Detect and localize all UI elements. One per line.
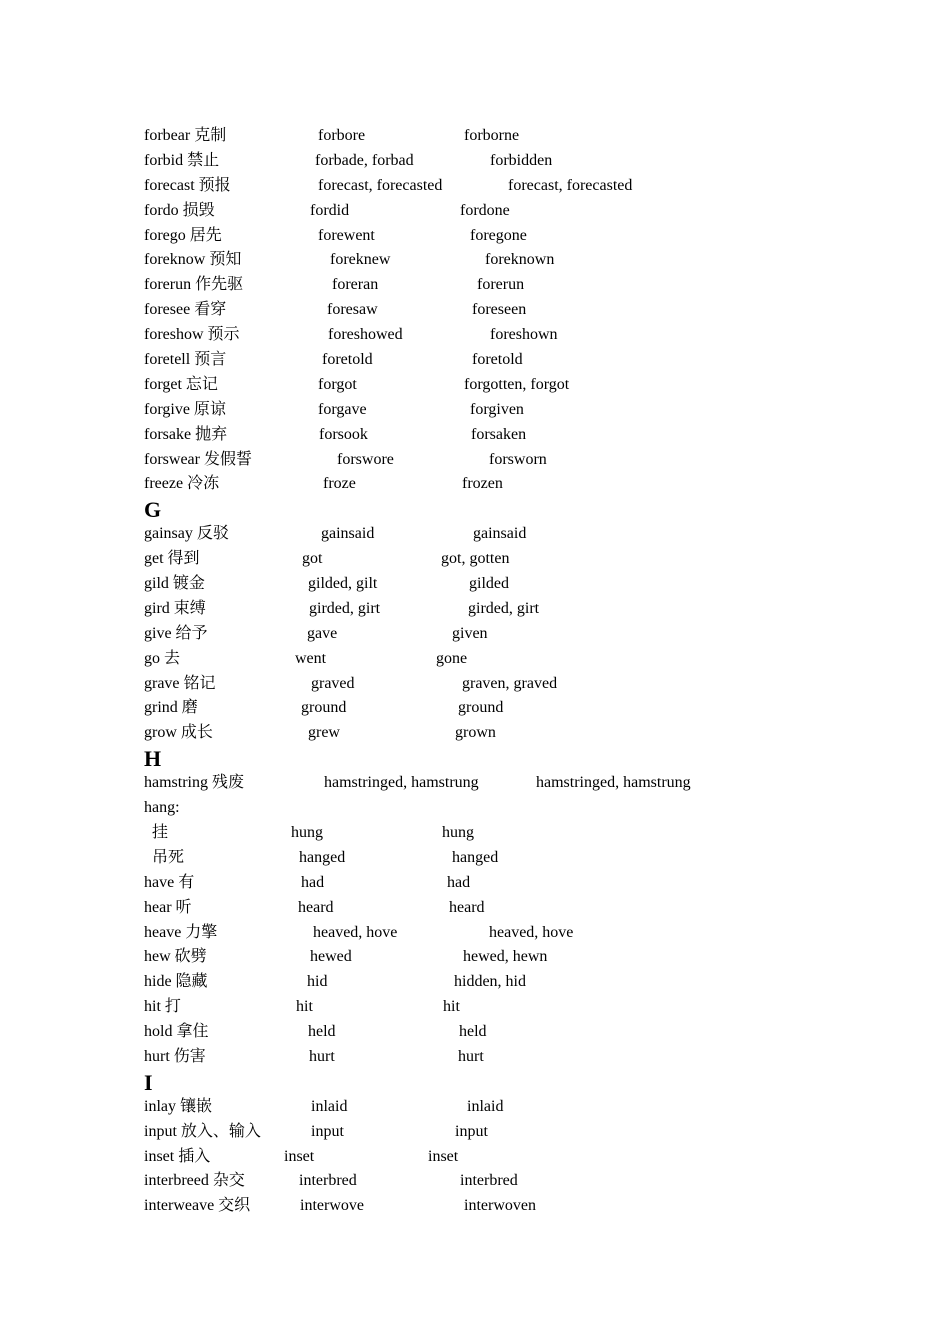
past-tense: interbred (299, 1172, 357, 1190)
verb-row (144, 348, 844, 373)
past-tense: froze (323, 475, 356, 493)
past-tense: inset (284, 1147, 315, 1165)
past-participle: got, gotten (441, 550, 510, 568)
verb-row (144, 199, 844, 224)
past-participle: forgotten, forgot (464, 375, 570, 393)
past-tense: gave (307, 624, 338, 642)
base-form: gird 束缚 (144, 599, 206, 617)
verb-row (144, 448, 844, 473)
past-participle: grown (455, 724, 496, 742)
base-form: hew 砍劈 (144, 948, 207, 966)
verb-row (144, 696, 844, 721)
verb-row (144, 721, 844, 746)
verb-row (144, 248, 844, 273)
past-tense: interwove (300, 1197, 364, 1215)
past-participle: hidden, hid (454, 973, 526, 991)
base-form: gild 镀金 (144, 575, 205, 593)
verb-row (144, 398, 844, 423)
past-tense: heaved, hove (313, 923, 398, 941)
section-letter-heading: G (144, 497, 162, 523)
past-tense: forsook (319, 425, 368, 443)
past-tense: hanged (299, 848, 346, 866)
base-form: interbreed 杂交 (144, 1172, 245, 1190)
base-form: forbid 禁止 (144, 151, 220, 169)
past-participle: foreknown (485, 251, 555, 269)
base-form: hit 打 (144, 998, 181, 1016)
base-form: forgive 原谅 (144, 400, 226, 418)
base-form: give 给予 (144, 624, 208, 642)
verb-table (144, 124, 844, 1219)
past-participle: forsworn (489, 450, 547, 468)
base-form: inlay 镶嵌 (144, 1097, 212, 1115)
verb-row (144, 572, 844, 597)
base-form: input 放入、输入 (144, 1122, 261, 1140)
past-tense: foretold (322, 351, 373, 369)
base-form: hold 拿住 (144, 1023, 209, 1041)
verb-row (144, 423, 844, 448)
past-tense: hamstringed, hamstrung (324, 774, 479, 792)
base-form: foreknow 预知 (144, 251, 242, 269)
past-tense: input (311, 1122, 344, 1140)
past-tense: foreran (332, 276, 379, 294)
past-participle: forerun (477, 276, 525, 294)
verb-row (144, 472, 844, 497)
verb-row (144, 547, 844, 572)
past-participle: heard (449, 898, 485, 916)
base-form: have 有 (144, 873, 195, 891)
past-participle: given (452, 624, 488, 642)
past-tense: hurt (309, 1047, 335, 1065)
past-tense: hit (296, 998, 313, 1016)
verb-row (144, 174, 844, 199)
past-participle: hewed, hewn (463, 948, 548, 966)
past-participle: interbred (460, 1172, 518, 1190)
base-form: 挂 (144, 823, 169, 841)
past-participle: gainsaid (473, 525, 527, 543)
past-tense: gilded, gilt (308, 575, 378, 593)
base-form: forerun 作先驱 (144, 276, 244, 294)
past-tense: girded, girt (309, 599, 381, 617)
base-form: hang: (144, 799, 180, 817)
past-tense: heard (298, 898, 334, 916)
base-form: heave 力擎 (144, 923, 218, 941)
verb-row (144, 672, 844, 697)
verb-row (144, 149, 844, 174)
base-form: grow 成长 (144, 724, 213, 742)
past-tense: forgot (318, 375, 357, 393)
past-tense: foresaw (327, 301, 378, 319)
past-tense: ground (301, 699, 347, 717)
verb-row (144, 796, 844, 821)
base-form: forecast 预报 (144, 176, 231, 194)
past-participle: inset (428, 1147, 459, 1165)
verb-row (144, 273, 844, 298)
past-tense: gainsaid (321, 525, 375, 543)
base-form: forego 居先 (144, 226, 222, 244)
verb-row (144, 1169, 844, 1194)
base-form: freeze 冷冻 (144, 475, 220, 493)
past-participle: held (459, 1023, 487, 1041)
past-participle: hurt (458, 1047, 484, 1065)
past-participle: foregone (470, 226, 527, 244)
base-form: foreshow 预示 (144, 326, 240, 344)
past-tense: went (295, 649, 327, 667)
verb-row (144, 622, 844, 647)
past-tense: foreknew (330, 251, 391, 269)
past-tense: graved (311, 674, 355, 692)
past-tense: hung (291, 823, 323, 841)
past-participle: forgiven (470, 400, 524, 418)
base-form: forbear 克制 (144, 127, 227, 144)
base-form: get 得到 (144, 550, 200, 568)
past-participle: inlaid (467, 1097, 504, 1115)
past-participle: girded, girt (468, 599, 540, 617)
base-form: hurt 伤害 (144, 1047, 206, 1065)
verb-row (144, 771, 844, 796)
verb-row (144, 896, 844, 921)
past-tense: inlaid (311, 1097, 348, 1115)
past-participle: fordone (460, 201, 510, 219)
base-form: grave 铭记 (144, 674, 216, 692)
past-tense: forecast, forecasted (318, 176, 443, 194)
past-participle: heaved, hove (489, 923, 574, 941)
past-participle: forecast, forecasted (508, 176, 633, 194)
past-participle: gone (436, 649, 468, 667)
past-tense: had (301, 873, 325, 891)
verb-row (144, 1145, 844, 1170)
past-participle: had (447, 873, 471, 891)
past-participle: foretold (472, 351, 523, 369)
base-form: fordo 损毁 (144, 201, 215, 219)
verb-row (144, 1194, 844, 1219)
past-tense: foreshowed (328, 326, 403, 344)
base-form: 吊死 (144, 848, 185, 866)
past-tense: got (302, 550, 323, 568)
verb-row (144, 647, 844, 672)
base-form: interweave 交织 (144, 1197, 251, 1215)
verb-row (144, 921, 844, 946)
base-form: hamstring 残废 (144, 774, 244, 792)
base-form: foretell 预言 (144, 351, 227, 369)
past-tense: forgave (318, 400, 367, 418)
past-participle: forsaken (471, 425, 527, 443)
base-form: forsake 抛弃 (144, 425, 228, 443)
verb-row (144, 821, 844, 846)
past-participle: hit (443, 998, 460, 1016)
verb-row (144, 970, 844, 995)
verb-row (144, 124, 844, 149)
base-form: grind 磨 (144, 699, 198, 717)
past-participle: interwoven (464, 1197, 536, 1215)
verb-row (144, 871, 844, 896)
past-participle: forborne (464, 127, 520, 144)
past-participle: input (455, 1122, 488, 1140)
verb-row (144, 945, 844, 970)
verb-row (144, 373, 844, 398)
verb-row (144, 1095, 844, 1120)
section-letter-heading: H (144, 746, 162, 772)
verb-row (144, 995, 844, 1020)
base-form: foresee 看穿 (144, 301, 227, 319)
base-form: hear 听 (144, 898, 192, 916)
verb-row (144, 1120, 844, 1145)
verb-row (144, 1045, 844, 1070)
section-letter-heading: I (144, 1069, 153, 1095)
past-tense: forbore (318, 127, 366, 144)
verb-row (144, 846, 844, 871)
base-form: forget 忘记 (144, 375, 218, 393)
verb-row (144, 323, 844, 348)
past-participle: graven, graved (462, 674, 558, 692)
base-form: inset 插入 (144, 1147, 211, 1165)
past-tense: grew (308, 724, 340, 742)
past-participle: ground (458, 699, 504, 717)
past-participle: hung (442, 823, 474, 841)
verb-row (144, 522, 844, 547)
past-tense: forewent (318, 226, 375, 244)
verb-row (144, 224, 844, 249)
past-participle: foreseen (472, 301, 527, 319)
past-participle: foreshown (490, 326, 558, 344)
base-form: forswear 发假誓 (144, 450, 252, 468)
base-form: go 去 (144, 649, 181, 667)
past-participle: gilded (469, 575, 509, 593)
past-tense: forbade, forbad (315, 151, 414, 169)
verb-row (144, 597, 844, 622)
past-participle: forbidden (490, 151, 553, 169)
past-tense: held (308, 1023, 336, 1041)
past-participle: hanged (452, 848, 499, 866)
verb-row (144, 298, 844, 323)
past-tense: fordid (310, 201, 350, 219)
verb-row (144, 1020, 844, 1045)
past-participle: frozen (462, 475, 503, 493)
base-form: hide 隐藏 (144, 973, 208, 991)
past-tense: forswore (337, 450, 394, 468)
base-form: gainsay 反驳 (144, 525, 229, 543)
past-tense: hewed (310, 948, 352, 966)
past-tense: hid (307, 973, 328, 991)
past-participle: hamstringed, hamstrung (536, 774, 691, 792)
